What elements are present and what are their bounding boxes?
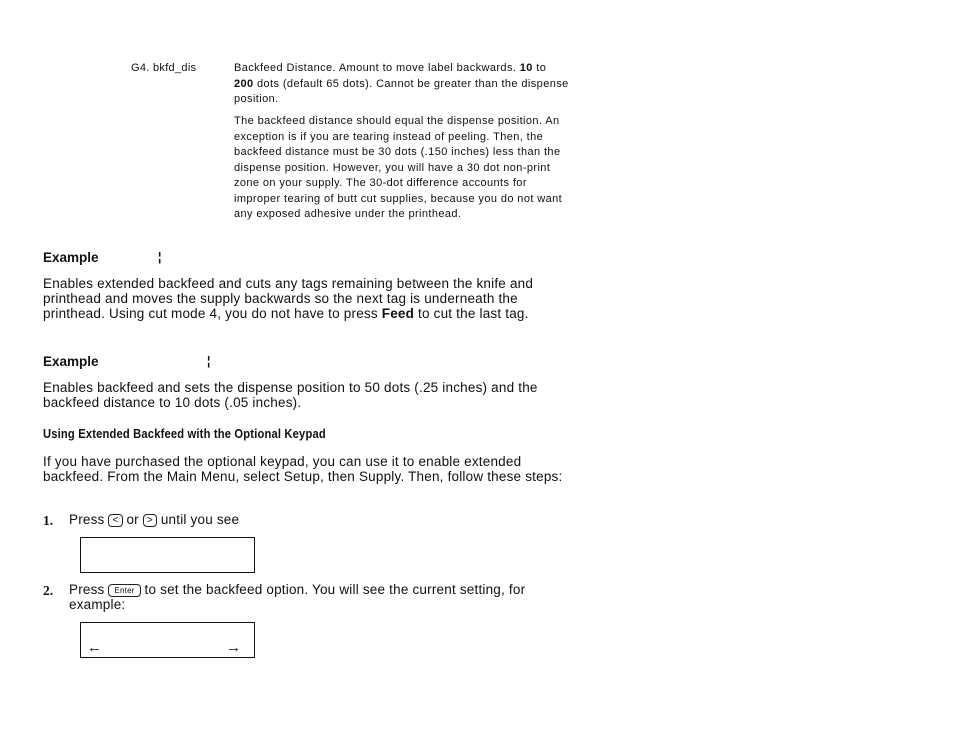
desc-text: to — [532, 62, 547, 74]
body-text: Enables extended backfeed and cuts any tags remaining between the knife and printhead and moves the supply backwards so the next tag is underneath the printhead. Using cut mode 4, you do not have to press — [43, 276, 534, 321]
right-arrow-key-icon: > — [143, 514, 157, 527]
example-2-heading-row — [43, 353, 211, 371]
step-1-text — [69, 512, 239, 527]
parameter-description — [234, 61, 569, 108]
example-separator: ¦ — [207, 354, 211, 368]
example-heading: Example — [43, 250, 99, 265]
feed-key-name: Feed — [381, 306, 415, 321]
section-intro: If you have purchased the optional keypad, you can use it to enable extended backfeed. From the Main Menu, select Setup, then Supply. Then, follow these steps: — [43, 454, 563, 484]
section-heading: Using Extended Backfeed with the Optional Keypad — [43, 426, 326, 441]
keypad-display-1 — [80, 537, 255, 573]
keypad-display-2 — [80, 622, 255, 658]
min-value: 10 — [519, 62, 533, 74]
desc-text: Backfeed Distance. Amount to move label backwards. — [234, 62, 520, 74]
step-text: Press — [69, 512, 109, 527]
step-1 — [43, 512, 53, 530]
step-text: to set the backfeed option. You will see the current setting, for example: — [69, 582, 526, 612]
step-text: Press — [69, 582, 109, 597]
example-heading: Example — [43, 354, 99, 369]
step-text: until you see — [156, 512, 240, 527]
max-value: 200 — [234, 77, 254, 90]
desc-text: dots (default 65 dots). Cannot be greater than the dispense position. — [234, 77, 569, 105]
example-separator: ¦ — [158, 250, 162, 264]
body-text: to cut the last tag. — [414, 306, 529, 321]
step-text: or — [122, 512, 143, 527]
example-1-heading-row — [43, 249, 162, 267]
enter-key-icon: Enter — [108, 584, 140, 597]
right-arrow-icon: → — [226, 639, 241, 656]
example-2-text: Enables backfeed and sets the dispense position to 50 dots (.25 inches) and the backfeed distance to 10 dots (.05 inches). — [43, 380, 538, 410]
left-arrow-icon: ← — [87, 639, 102, 656]
step-2-text — [69, 582, 564, 612]
left-arrow-key-icon: < — [108, 514, 122, 527]
example-1-text — [43, 276, 568, 321]
step-number: 2. — [43, 583, 54, 598]
parameter-note: The backfeed distance should equal the dispense position. An exception is if you are tearing instead of peeling. Then, the backfeed distance must be 30 dots (.150 inches) less than the dispense position. However, you will have a 30 dot non-print zone on your supply. The 30-dot difference accounts for improper tearing of butt cut supplies, because you do not want any exposed adhesive under the printhead. — [234, 115, 563, 220]
parameter-name: G4. bkfd_dis — [131, 62, 197, 74]
step-number: 1. — [43, 513, 54, 528]
step-2 — [43, 582, 53, 600]
